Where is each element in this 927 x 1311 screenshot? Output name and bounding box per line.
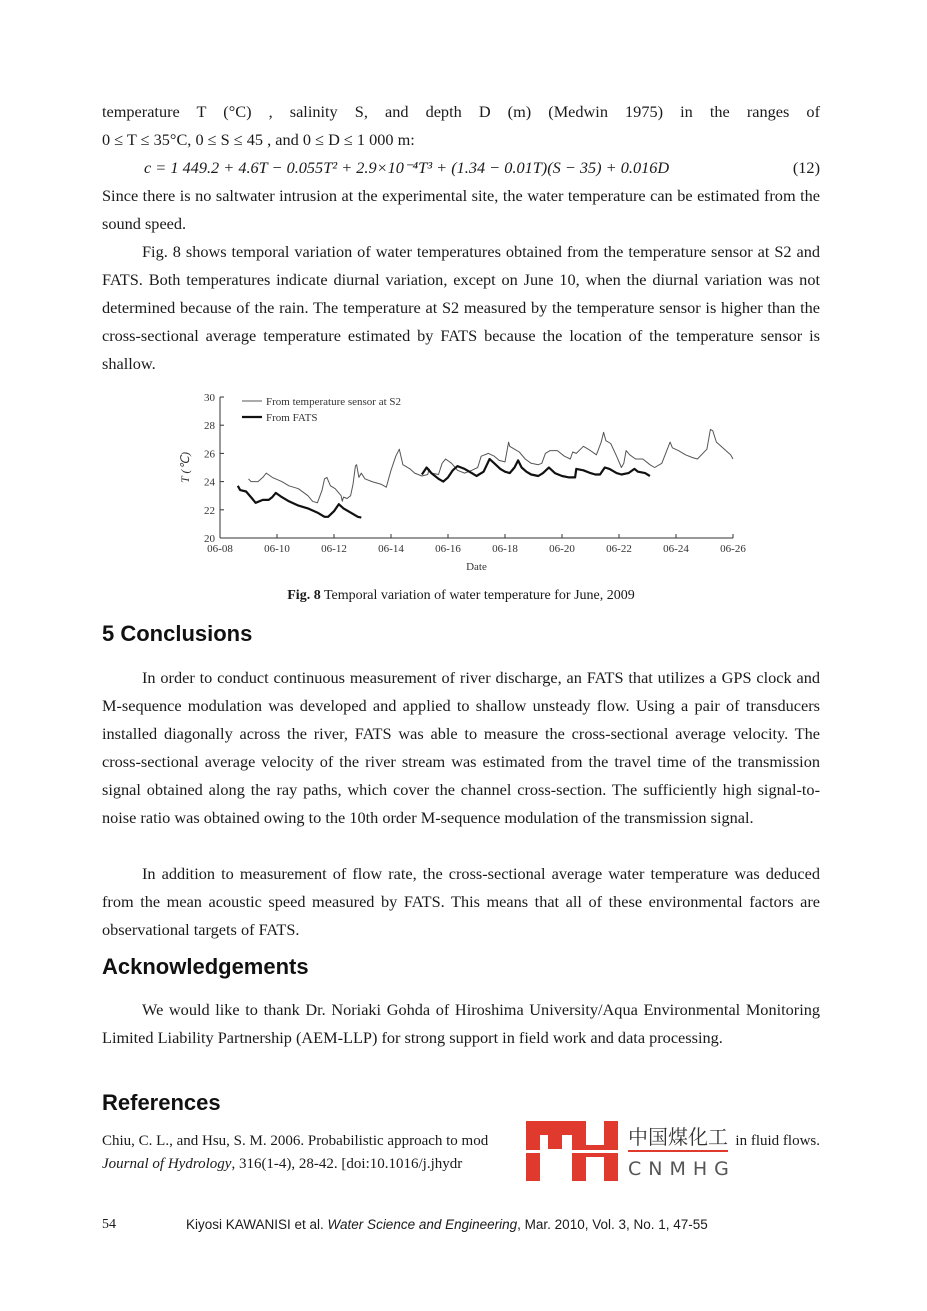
y-axis-label: T (℃) [178,452,192,483]
x-tick-label: 06-08 [207,543,233,555]
y-tick-label: 30 [204,392,215,404]
figure-caption-text: Temporal variation of water temperature for June, 2009 [320,588,635,603]
y-tick-label: 22 [204,504,215,517]
equation: c = 1 449.2 + 4.6T − 0.055T² + 2.9×10⁻⁴T³ + (1.34 − 0.01T)(S − 35) + 0.016D [144,158,670,177]
x-tick-label: 06-20 [549,543,575,555]
x-tick-label: 06-24 [663,543,689,555]
footer-journal: Water Science and Engineering [327,1217,518,1232]
x-tick-label: 06-16 [435,543,461,555]
x-tick-label: 06-26 [720,543,746,555]
x-axis-label: Date [466,561,487,573]
equation-number: (12) [792,158,820,177]
footer-details: , Mar. 2010, Vol. 3, No. 1, 47-55 [517,1217,708,1232]
intro-line-1: temperature T (°C) , salinity S, and depth D (m) (Medwin 1975) in the ranges of [102,102,820,121]
reference-text-end: in fluid flows. [735,1133,820,1149]
figure-8 [0,384,927,584]
x-tick-label: 06-14 [378,543,404,555]
equation-row [102,154,820,182]
temperature-chart [0,384,927,584]
series-line-fats [238,486,361,518]
y-tick-label: 24 [204,476,215,489]
x-tick-label: 06-22 [606,543,632,555]
legend-label: From FATS [266,412,318,424]
y-tick-label: 26 [204,448,215,461]
cnmhg-logo-icon [524,1117,734,1181]
x-tick-label: 06-18 [492,543,518,555]
reference-text: Chiu, C. L., and Hsu, S. M. 2006. Probabilistic approach to mod [102,1133,489,1149]
heading-conclusions: 5 Conclusions [102,621,253,646]
page-number: 54 [102,1217,116,1232]
paragraph-conclusions-2: In addition to measurement of flow rate, the cross-sectional average water temperature was deduced from the mean acoustic speed measured by FATS. This means that all of these environmental factors are observational targets of FATS. [102,864,820,939]
paragraph-acknowledgements: We would like to thank Dr. Noriaki Gohda of Hiroshima University/Aqua Environmental Monitoring Limited Liability Partnership (AEM-LLP) for strong support in field work and data processing. [102,1000,820,1047]
y-tick-label: 20 [204,533,215,545]
figure-caption-label: Fig. 8 [287,588,321,603]
footer-citation [186,1217,708,1232]
paragraph-conclusions-1: In order to conduct continuous measurement of river discharge, an FATS that utilizes a GPS clock and M-sequence modulation was developed and applied to shallow unsteady flow. Using a pair of transducers installed diagonally across the river, FATS was able to measure the cross-sectional average velocity. The cross-sectional average velocity of the river stream was estimated from the travel time of the transmission signal obtained along the ray paths, which cover the channel cross-section. The sufficiently high signal-to-noise ratio was obtained owing to the 10th order M-sequence modulation of the transmission signal. [102,668,820,827]
reference-journal: Journal of Hydrology [102,1156,232,1172]
watermark-logo [524,1117,734,1181]
heading-acknowledgements: Acknowledgements [102,954,309,979]
x-tick-label: 06-10 [264,543,290,555]
footer-authors: Kiyosi KAWANISI et al. [186,1217,328,1232]
logo-latin-text: CNMHG [628,1158,734,1180]
heading-references: References [102,1090,221,1115]
y-tick-label: 28 [204,420,215,433]
intro-line-2: 0 ≤ T ≤ 35°C, 0 ≤ S ≤ 45 , and 0 ≤ D ≤ 1 000 m: [102,130,415,149]
reference-details: , 316(1-4), 28-42. [doi:10.1016/j.jhydr [231,1156,463,1172]
legend-label: From temperature sensor at S2 [266,396,402,408]
series-line-fats [422,459,650,482]
paragraph-saltwater: Since there is no saltwater intrusion at the experimental site, the water temperature can be estimated from the sound speed. [102,186,820,233]
paragraph-fig8: Fig. 8 shows temporal variation of water temperatures obtained from the temperature sensor at S2 and FATS. Both temperatures indicate diurnal variation, except on June 10, when the diurnal variation was not determined because of the rain. The temperature at S2 measured by the temperature sensor is higher than the cross-sectional average temperature estimated by FATS because the location of the temperature sensor is shallow. [102,242,820,373]
figure-caption [102,586,820,606]
x-tick-label: 06-12 [321,543,347,555]
series-line-sensor-s2 [249,429,734,502]
logo-chinese-text: 中国煤化工 [628,1125,728,1149]
